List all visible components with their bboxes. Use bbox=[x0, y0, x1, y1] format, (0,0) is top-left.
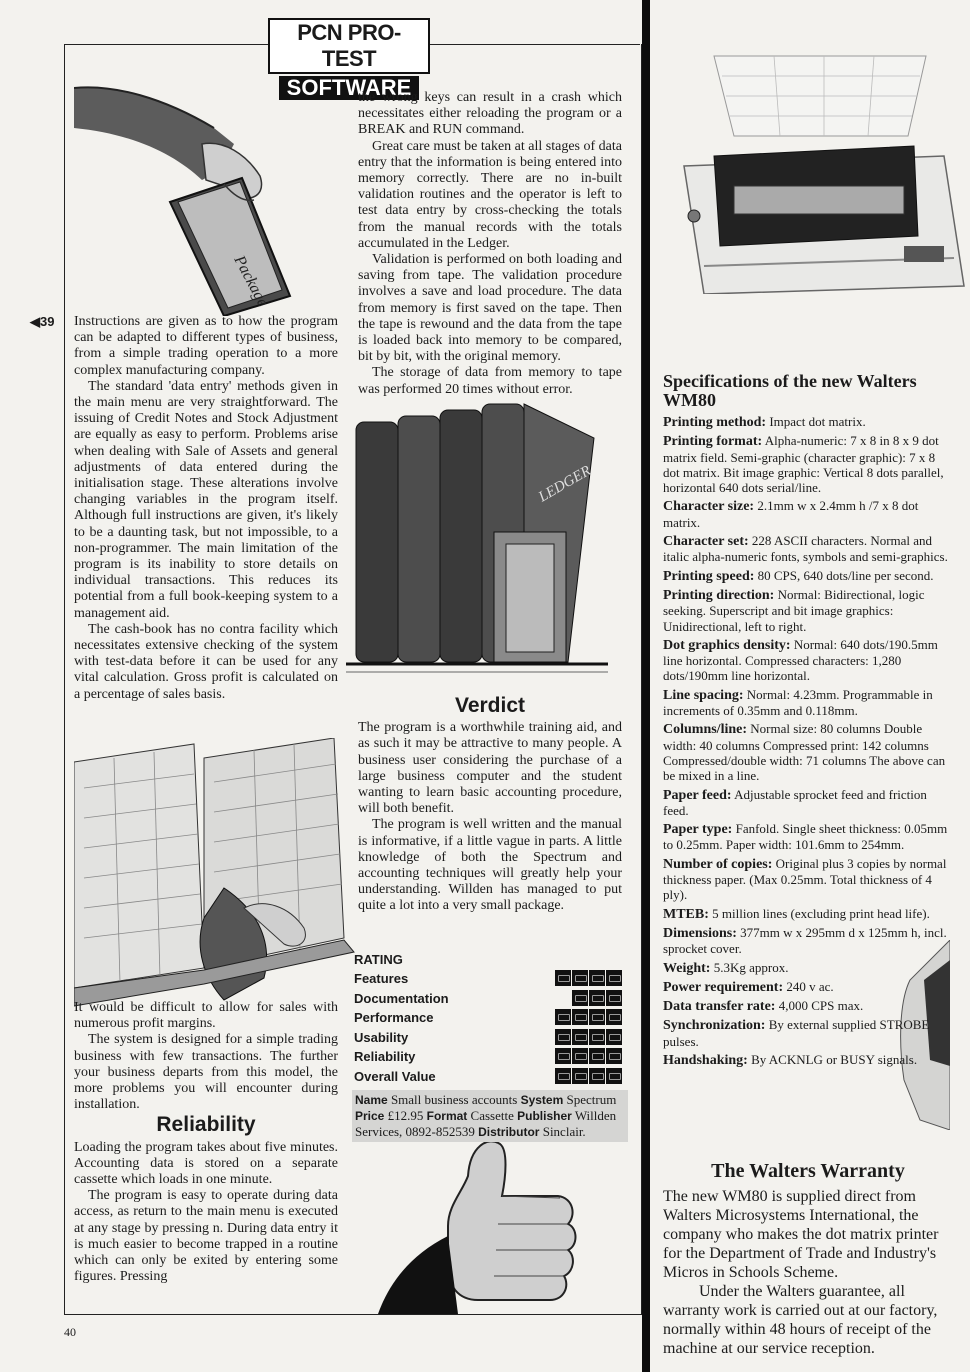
rating-score bbox=[555, 1009, 622, 1025]
rating-cassette-icon bbox=[606, 1029, 622, 1045]
spec-value: 240 v ac. bbox=[786, 978, 834, 994]
rating-heading: RATING bbox=[354, 952, 403, 967]
spec-label: Character size: bbox=[663, 499, 755, 515]
rating-row bbox=[354, 1048, 622, 1068]
spec-item bbox=[663, 533, 953, 565]
spec-label: Data transfer rate: bbox=[663, 999, 776, 1015]
body-paragraph: The system is designed for a simple trading business with few transactions. The further your business departs from this model, the more problems you will encounter during installation. bbox=[74, 1032, 338, 1113]
product-info-box bbox=[352, 1090, 628, 1142]
left-column-upper bbox=[74, 314, 338, 703]
spec-value: Normal size: 80 columns Double width: 40 columns Compressed print: 142 columns Compressed/double width: 71 columns The above can be mixed in a line. bbox=[663, 721, 946, 784]
spec-label: Handshaking: bbox=[663, 1052, 748, 1068]
warranty-paragraph: Under the Walters guarantee, all warranty work is carried out at our factory, normally within 48 hours of receipt of the machine at our service reception. bbox=[663, 1283, 938, 1357]
info-label: Publisher bbox=[517, 1109, 572, 1123]
body-paragraph: Great care must be taken at all stages of data entry that the information is being entered into memory correctly. There are no in-built validation routines and the operator is left to test data entry by cross-checking the totals from the manual records with the totals accumulated in the Ledger. bbox=[358, 138, 622, 251]
spec-label: Printing method: bbox=[663, 415, 767, 430]
page-number: 40 bbox=[64, 1325, 76, 1339]
spec-label: Printing format: bbox=[663, 434, 763, 450]
body-paragraph: Instructions are given as to how the program can be adapted to different types of business, from a simple trading operation to a more complex manufacturing company. bbox=[74, 314, 338, 378]
rating-cassette-icon bbox=[572, 1048, 588, 1064]
rating-row bbox=[354, 990, 622, 1010]
spec-label: Synchronization: bbox=[663, 1018, 766, 1034]
warranty-paragraph: The new WM80 is supplied direct from Walters Microsystems International, the company who makes the dot matrix printer for the Department of Trade and Industry's Micros in Schools Scheme. bbox=[663, 1188, 939, 1281]
spec-value: 80 CPS, 640 dots/line per second. bbox=[757, 567, 934, 583]
product-format: Cassette bbox=[470, 1108, 514, 1123]
rating-label: Usability bbox=[354, 1029, 409, 1045]
hand-package-illustration bbox=[74, 84, 296, 316]
spec-label: Printing speed: bbox=[663, 568, 755, 584]
product-distributor: Sinclair. bbox=[542, 1124, 586, 1139]
rating-cassette-icon bbox=[555, 1029, 571, 1045]
rating-label: Performance bbox=[354, 1010, 434, 1025]
header-line1: PCN PRO-TEST bbox=[268, 18, 430, 74]
spec-item bbox=[663, 1052, 953, 1068]
rating-row bbox=[354, 970, 622, 990]
product-price: £12.95 bbox=[387, 1108, 424, 1123]
spec-item bbox=[663, 587, 953, 634]
verdict-section bbox=[358, 694, 622, 915]
spec-label: Power requirement: bbox=[663, 979, 784, 995]
spec-value: By ACKNLG or BUSY signals. bbox=[751, 1051, 918, 1067]
body-paragraph: The program is a worthwhile training aid, and as such it may be attractive to many people. A business user considering the purchase of a large business computer and the student wanting to learn basic accounting procedure, will both benefit. bbox=[358, 720, 622, 817]
rating-row bbox=[354, 1068, 622, 1088]
spec-label: Number of copies: bbox=[663, 856, 773, 872]
body-paragraph: It would be difficult to allow for sales with numerous profit margins. bbox=[74, 1000, 338, 1032]
spec-value: Alpha-numeric: 7 x 8 in 8 x 9 dot matrix field. Semi-graphic (character graphic): 7 x 8 dot matrix. Bit image graphic: Vertical 8 dots parallel, horizontal 640 dots serial/line. bbox=[663, 433, 944, 496]
rating-cassette-icon bbox=[606, 1009, 622, 1025]
body-paragraph: the wrong keys can result in a crash which necessitates either reloading the program or a BREAK and RUN command. bbox=[358, 90, 622, 138]
spec-label: Paper type: bbox=[663, 822, 733, 838]
spec-item bbox=[663, 925, 953, 957]
spec-item bbox=[663, 498, 953, 530]
info-label: System bbox=[520, 1093, 564, 1107]
spec-value: 377mm w x 295mm d x 125mm h, incl. sprocket cover. bbox=[663, 924, 947, 957]
product-publisher: Willden Services, 0892-852539 bbox=[355, 1108, 617, 1139]
specs-title: Specifications of the new Walters WM80 bbox=[663, 371, 917, 410]
spec-item bbox=[663, 998, 953, 1014]
spec-item bbox=[663, 414, 953, 430]
spec-label: Printing direction: bbox=[663, 587, 775, 603]
spec-item bbox=[663, 960, 953, 976]
rating-cassette-icon bbox=[606, 990, 622, 1006]
printer-illustration bbox=[664, 36, 970, 294]
spec-item bbox=[663, 856, 953, 903]
right-column-upper bbox=[358, 90, 622, 398]
verdict-heading: Verdict bbox=[454, 694, 526, 717]
spec-item bbox=[663, 1017, 953, 1049]
spec-value: Normal: 4.23mm. Programmable in increments of 0.35mm and 0.118mm. bbox=[663, 686, 933, 719]
product-system: Spectrum bbox=[566, 1092, 617, 1107]
spec-item bbox=[663, 568, 953, 584]
rating-label: Features bbox=[354, 971, 409, 986]
rating-cassette-icon bbox=[572, 990, 588, 1006]
spec-value: Original plus 3 copies by normal thickness paper. (Max 0.25mm. Total thickness of 4 ply). bbox=[663, 855, 947, 903]
reliability-heading: Reliability bbox=[156, 1113, 256, 1137]
body-paragraph: The program is easy to operate during data access, as return to the main menu is executed at any stage by pressing n. During data entry it is much easier to become trapped in a routine which can only be exited by entering some figures. Pressing bbox=[74, 1188, 338, 1285]
spec-item bbox=[663, 821, 953, 853]
spec-label: Dot graphics density: bbox=[663, 637, 791, 653]
rating-cassette-icon bbox=[572, 1068, 588, 1084]
page-reference: ◀39 bbox=[30, 314, 55, 329]
rating-row bbox=[354, 1009, 622, 1029]
rating-score bbox=[555, 990, 622, 1006]
ledger-books-illustration bbox=[346, 392, 608, 682]
info-label: Format bbox=[426, 1109, 468, 1123]
rating-panel bbox=[354, 952, 622, 1087]
spec-item bbox=[663, 787, 953, 819]
rating-cassette-icon bbox=[555, 1068, 571, 1084]
body-paragraph: The standard 'data entry' methods given in the main menu are very straightforward. The issuing of Credit Notes and Stock Adjustment are equally as easy to perform. Problems arise when dealing with Sale of Assets and general adjustments of data entered during the initialisation stage. These alterations involve changing variables in the program itself. Although full instructions are given, it's likely to be a daunting task, but not impossible, to a non-programmer. The main limitation of the program is its inability to store details on individual transactions. This reduces its potential from a full book-keeping system to a management aid. bbox=[74, 378, 338, 621]
info-label: Name bbox=[355, 1093, 388, 1107]
account-book-illustration bbox=[74, 738, 358, 1010]
spec-value: Fanfold. Single sheet thickness: 0.05mm to 0.25mm. Paper width: 101.6mm to 254mm. bbox=[663, 821, 948, 853]
spec-value: Impact dot matrix. bbox=[769, 414, 866, 429]
spec-value: Adjustable sprocket feed and friction feed. bbox=[663, 786, 927, 818]
header-line2: SOFTWARE bbox=[279, 76, 420, 100]
rating-cassette-icon bbox=[606, 1048, 622, 1064]
ledger-label: LEDGER bbox=[536, 462, 594, 506]
spec-value: 4,000 CPS max. bbox=[778, 998, 864, 1014]
rating-cassette-icon bbox=[555, 1009, 571, 1025]
thumbs-up-illustration bbox=[378, 1136, 600, 1314]
body-paragraph: Loading the program takes about five minutes. Accounting data is stored on a separate cassette which loads in one minute. bbox=[74, 1139, 338, 1188]
spec-value: Normal: 640 dots/190.5mm line horizontal. Compressed characters: 1,280 dots/190mm line horizontal. bbox=[663, 636, 938, 684]
rating-cassette-icon bbox=[572, 970, 588, 986]
spec-item bbox=[663, 637, 953, 684]
body-paragraph: The cash-book has no contra facility which necessitates extensive checking of the system with test-data before it can be used for any vital calculation. Gross profit is calculated on a percentage of sales basis. bbox=[74, 621, 338, 702]
rating-cassette-icon bbox=[606, 970, 622, 986]
spec-value: 2.1mm w x 2.4mm h /7 x 8 dot matrix. bbox=[663, 498, 919, 530]
spec-value: 5.3Kg approx. bbox=[713, 959, 789, 975]
spec-label: Columns/line: bbox=[663, 722, 748, 738]
rating-score bbox=[555, 1048, 622, 1064]
info-label: Distributor bbox=[478, 1125, 540, 1139]
rating-cassette-icon bbox=[589, 1048, 605, 1064]
rating-cassette-icon bbox=[572, 1009, 588, 1025]
body-paragraph: The program is well written and the manual is informative, if a little vague in parts. A little knowledge of both the Spectrum and accounting techniques will greatly help your understanding. Willden has managed to put quite a lot into a very small package. bbox=[358, 817, 622, 914]
spec-label: Line spacing: bbox=[663, 687, 744, 703]
rating-cassette-icon bbox=[589, 990, 605, 1006]
warranty-section bbox=[663, 1162, 953, 1358]
spec-label: Paper feed: bbox=[663, 787, 732, 803]
spec-item bbox=[663, 906, 953, 922]
spec-label: Dimensions: bbox=[663, 925, 737, 941]
page-gutter bbox=[642, 0, 650, 1372]
rating-label: Reliability bbox=[354, 1049, 416, 1064]
spec-item bbox=[663, 433, 953, 495]
spec-label: MTEB: bbox=[663, 906, 709, 922]
spec-label: Weight: bbox=[663, 960, 711, 976]
spec-value: Normal: Bidirectional, logic seeking. Superscript and bit image graphics: Unidirectional, left to right. bbox=[663, 586, 925, 634]
spec-value: 5 million lines (excluding print head life). bbox=[712, 905, 930, 921]
rating-label: Documentation bbox=[354, 990, 449, 1006]
rating-cassette-icon bbox=[572, 1029, 588, 1045]
warranty-title: The Walters Warranty bbox=[711, 1160, 905, 1182]
spec-value: 228 ASCII characters. Normal and italic alpha-numeric fonts, symbols and semi-graphics. bbox=[663, 533, 948, 565]
spec-item bbox=[663, 979, 953, 995]
rating-cassette-icon bbox=[589, 1068, 605, 1084]
spec-value: By external supplied STROBE pulses. bbox=[663, 1017, 930, 1049]
package-label: Package bbox=[230, 252, 272, 310]
left-column-lower bbox=[74, 1000, 338, 1285]
body-paragraph: The storage of data from memory to tape was performed 20 times without error. bbox=[358, 365, 622, 397]
rating-score bbox=[555, 970, 622, 986]
rating-cassette-icon bbox=[606, 1068, 622, 1084]
product-name: Small business accounts bbox=[390, 1092, 518, 1107]
rating-label: Overall Value bbox=[354, 1068, 436, 1084]
rating-cassette-icon bbox=[589, 970, 605, 986]
info-label: Price bbox=[355, 1109, 385, 1123]
spec-item bbox=[663, 721, 953, 783]
rating-cassette-icon bbox=[555, 990, 571, 1006]
rating-cassette-icon bbox=[555, 1048, 571, 1064]
rating-score bbox=[555, 1068, 622, 1084]
body-paragraph: Validation is performed on both loading and saving from tape. The validation procedure involves a save and load procedure. The data from memory is first saved on the tape. Then the tape is rewound and the data from the tape is loaded back into memory to be compared, bit by bit, with the original memory. bbox=[358, 252, 622, 365]
rating-cassette-icon bbox=[589, 1009, 605, 1025]
rating-row bbox=[354, 1029, 622, 1049]
spec-item bbox=[663, 687, 953, 719]
printer-specifications bbox=[663, 372, 953, 1071]
rating-cassette-icon bbox=[589, 1029, 605, 1045]
rating-score bbox=[555, 1029, 622, 1045]
rating-cassette-icon bbox=[555, 970, 571, 986]
spec-label: Character set: bbox=[663, 534, 749, 550]
